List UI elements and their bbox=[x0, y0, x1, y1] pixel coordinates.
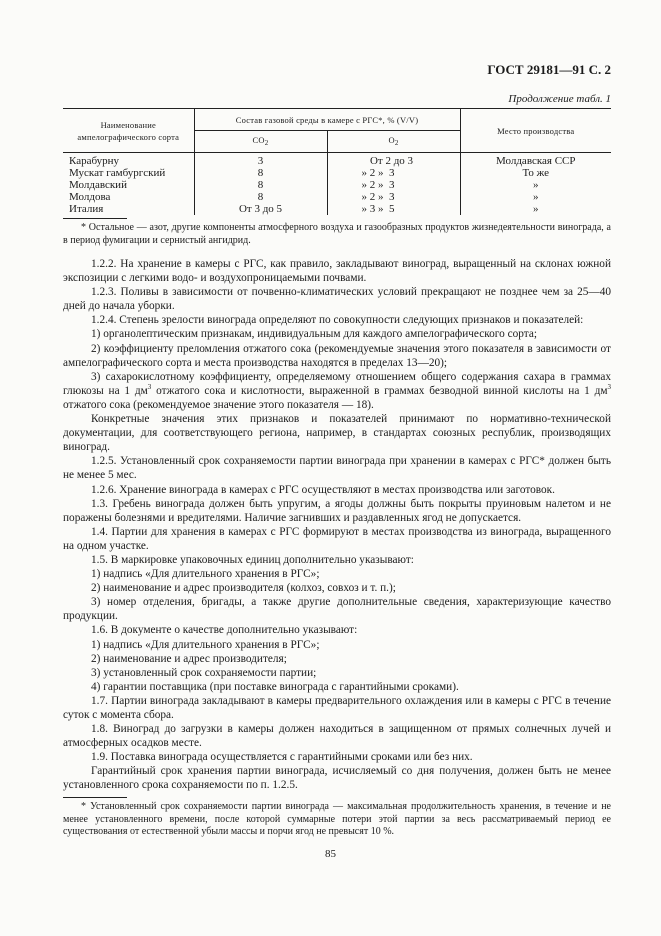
cell-o2: » 2 » 3 bbox=[327, 191, 460, 203]
cell-o2: От 2 до 3 bbox=[327, 153, 460, 168]
paragraph: 3) установленный срок сохраняемости партии; bbox=[91, 666, 317, 679]
paragraph: 1.2.6. Хранение винограда в камерах с РГС осуществляют в местах производства или заготовок. bbox=[91, 483, 555, 496]
header-variety: Наименование ампелографического сорта bbox=[63, 109, 194, 153]
table-row bbox=[63, 153, 611, 168]
paragraph: 1.7. Партии винограда закладывают в камеры предварительного охлаждения или в камеры с РГС в течение суток с момента сбора. bbox=[63, 694, 611, 721]
cell-place: Молдавская ССР bbox=[460, 153, 611, 168]
table-row bbox=[63, 203, 611, 215]
paragraph: 1.2.2. На хранение в камеры с РГС, как правило, закладывают виноград, выращенный на склонах южной экспозиции с легкими водо- и воздухопроницаемыми почвами. bbox=[63, 258, 611, 285]
header-o2: $O_2$ bbox=[327, 131, 460, 153]
footnote-separator bbox=[63, 797, 127, 798]
cell-co2: 3 bbox=[194, 153, 327, 168]
paragraph: 1.4. Партии для хранения в камерах с РГС формируют в местах производства из винограда, выращенного на одном участке. bbox=[63, 525, 611, 552]
paragraph: 1.9. Поставка винограда осуществляется с гарантийными сроками или без них. bbox=[91, 751, 473, 764]
cell-place: » bbox=[460, 191, 611, 203]
table-row bbox=[63, 179, 611, 191]
paragraph: 1) надпись «Для длительного хранения в РГС»; bbox=[91, 568, 320, 581]
cell-variety: Мускат гамбургский bbox=[69, 167, 166, 179]
paragraph: 3) номер отделения, бригады, а также другие дополнительные сведения, характеризующие качество продукции. bbox=[63, 596, 611, 623]
table-footnote: * Остальное — азот, другие компоненты атмосферного воздуха и газообразных продуктов жизнедеятельности винограда, а в период фумигации и сернистый ангидрид. bbox=[63, 222, 611, 246]
paragraph: 1.6. В документе о качестве дополнительно указывают: bbox=[91, 624, 358, 637]
cell-co2: От 3 до 5 bbox=[194, 203, 327, 215]
paragraph: Гарантийный срок хранения партии винограда, исчисляемый со дня получения, должен быть не менее установленного срока сохраняемости по п. 1.2.5. bbox=[63, 765, 611, 792]
paragraph: 1) органолептическим признакам, индивидуальным для каждого ампелографического сорта; bbox=[91, 328, 538, 341]
cell-variety: Карабурну bbox=[69, 155, 120, 167]
cell-o2: » 3 » 5 bbox=[327, 203, 460, 215]
document-header: ГОСТ 29181—91 С. 2 bbox=[487, 62, 611, 77]
footnote-separator bbox=[63, 218, 127, 219]
page-number: 85 bbox=[325, 848, 336, 860]
cell-co2: 8 bbox=[194, 191, 327, 203]
paragraph: 1.2.3. Поливы в зависимости от почвенно-климатических условий прекращают не позднее чем за 25—40 дней до начала уборки. bbox=[63, 286, 611, 313]
cell-o2: » 2 » 3 bbox=[327, 167, 460, 179]
cell-variety: Молдова bbox=[69, 191, 111, 203]
paragraph: 1) надпись «Для длительного хранения в РГС»; bbox=[91, 638, 320, 651]
paragraph: Конкретные значения этих признаков и показателей принимают по нормативно-технической документации, для соответствующего региона, например, в стандартах союзных республик, производящих виноград. bbox=[63, 413, 611, 454]
paragraph: 1.8. Виноград до загрузки в камеры должен находиться в защищенном от прямых солнечных лучей и атмосферных осадков месте. bbox=[63, 723, 611, 750]
paragraph: 1.2.4. Степень зрелости винограда определяют по совокупности следующих признаков и показателей: bbox=[91, 314, 584, 327]
paragraph: 2) наименование и адрес производителя (колхоз, совхоз и т. п.); bbox=[91, 582, 396, 595]
header-place: Место производства bbox=[460, 109, 611, 153]
cell-variety: Италия bbox=[69, 203, 104, 215]
cell-co2: 8 bbox=[194, 179, 327, 191]
paragraph: 2) наименование и адрес производителя; bbox=[91, 652, 287, 665]
document-body bbox=[63, 257, 611, 793]
cell-place: То же bbox=[460, 167, 611, 179]
page-footnote: * Установленный срок сохраняемости партии винограда — максимальная продолжительность хранения, в течение и не менее установленного времени, после которой суммарные потери этой партии за весь рассматриваемый период ее существования от естественной убыли массы и порчи ягод не превысят 10 %. bbox=[63, 801, 611, 837]
paragraph: 4) гарантии поставщика (при поставке винограда с гарантийными сроками). bbox=[91, 680, 459, 693]
paragraph: 1.5. В маркировке упаковочных единиц дополнительно указывают: bbox=[91, 553, 414, 566]
paragraph: 2) коэффициенту преломления отжатого сока (рекомендуемые значения этого показателя в зависимости от ампелографического сорта и места производства находятся в пределах 13—20); bbox=[63, 342, 611, 369]
cell-place: » bbox=[460, 203, 611, 215]
paragraph: 1.3. Гребень винограда должен быть упругим, а ягоды должны быть покрыты пруиновым налетом и не поражены болезнями и вредителями. Наличие загнивших и раздавленных ягод не допускается. bbox=[63, 497, 611, 524]
cell-o2: » 2 » 3 bbox=[327, 179, 460, 191]
header-gas-composition: Состав газовой среды в камере с РГС*, % (V/V) bbox=[194, 109, 460, 131]
cell-co2: 8 bbox=[194, 167, 327, 179]
cell-place: » bbox=[460, 179, 611, 191]
table-continuation-label: Продолжение табл. 1 bbox=[508, 93, 611, 105]
gas-composition-table bbox=[63, 108, 611, 215]
header-co2: $CO_2$ bbox=[194, 131, 327, 153]
cell-variety: Молдавский bbox=[69, 179, 127, 191]
paragraph: 1.2.5. Установленный срок сохраняемости партии винограда при хранении в камерах с РГС* должен быть не менее 5 мес. bbox=[63, 455, 611, 482]
table-row bbox=[63, 167, 611, 179]
paragraph: 3) сахарокислотному коэффициенту, определяемому отношением общего содержания сахара в граммах глюкозы на 1 $дм^3$ отжатого сока и кислотности, выраженной в граммах безводной винной кислоты на 1 $дм^3$ отжатого сока (рекомендуемое значение этого показателя — 18). bbox=[63, 370, 611, 411]
table-row bbox=[63, 191, 611, 203]
